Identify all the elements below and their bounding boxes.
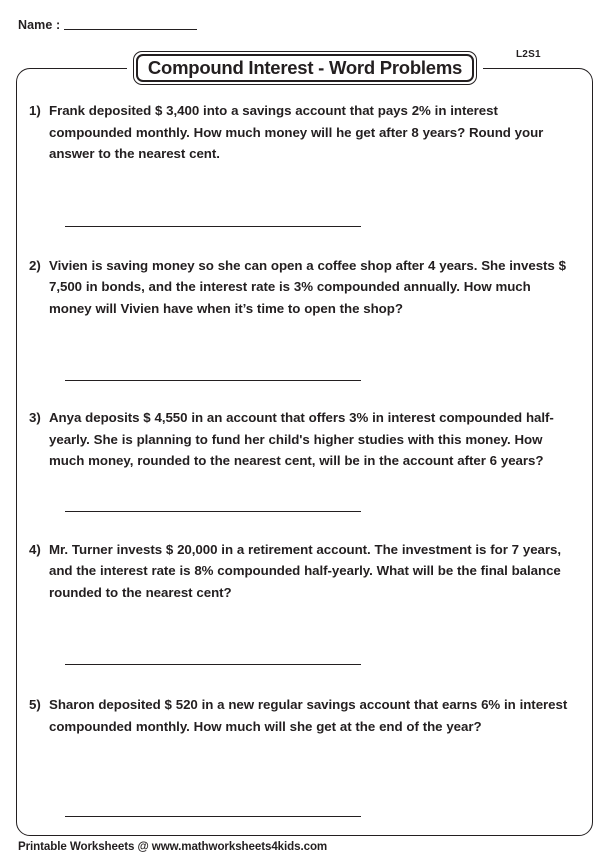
problem-text: Vivien is saving money so she can open a coffee shop after 4 years. She invests $ 7,500 in bonds, and the interest rate is 3% compounded annually. How much money will Vivien have when it’s time to open the shop? [49, 257, 566, 316]
problem-body [49, 100, 577, 227]
problem-body [49, 255, 577, 382]
worksheet-title-badge [133, 51, 477, 85]
problem-number: 3) [29, 410, 41, 425]
answer-write-in-line[interactable] [65, 664, 361, 665]
problem-body [49, 694, 577, 817]
sheet-code-label: L2S1 [516, 49, 541, 60]
name-field-row [18, 18, 197, 32]
answer-write-in-line[interactable] [65, 816, 361, 817]
answer-write-in-line[interactable] [65, 511, 361, 512]
problem-number: 2) [29, 257, 41, 273]
problem-number: 4) [29, 541, 41, 557]
problem-item [25, 100, 577, 227]
problem-number: 5) [29, 697, 41, 712]
problem-text: Mr. Turner invests $ 20,000 in a retirement account. The investment is for 7 years, and the interest rate is 8% compounded half-yearly. What will be the final balance rounded to the nearest cent? [49, 541, 562, 600]
problem-body [49, 407, 577, 512]
name-label: Name : [18, 18, 61, 32]
answer-write-in-line[interactable] [65, 226, 361, 227]
name-write-in-line[interactable] [64, 29, 197, 30]
problem-item [25, 694, 577, 817]
problem-body [49, 539, 577, 666]
problem-text: Sharon deposited $ 520 in a new regular savings account that earns 6% in interest compounded monthly. How much will she get at the end of the year? [49, 697, 568, 734]
problem-item [25, 255, 577, 382]
page-title: Compound Interest - Word Problems [147, 57, 463, 78]
problem-number: 1) [29, 103, 41, 118]
problem-item [25, 407, 577, 512]
footer-attribution: Printable Worksheets @ www.mathworksheets4kids.com [18, 840, 328, 853]
title-badge-inner-frame [136, 54, 474, 82]
problem-text: Frank deposited $ 3,400 into a savings account that pays 2% in interest compounded monthly. How much money will he get after 8 years? Round your answer to the nearest cent. [49, 103, 544, 161]
answer-write-in-line[interactable] [65, 380, 361, 381]
problem-text: Anya deposits $ 4,550 in an account that offers 3% in interest compounded half-yearly. She is planning to fund her child's higher studies with this money. How much money, rounded to the nearest cent, will be in the account after 6 years? [49, 410, 554, 468]
problem-list [16, 68, 593, 836]
problem-item [25, 539, 577, 666]
